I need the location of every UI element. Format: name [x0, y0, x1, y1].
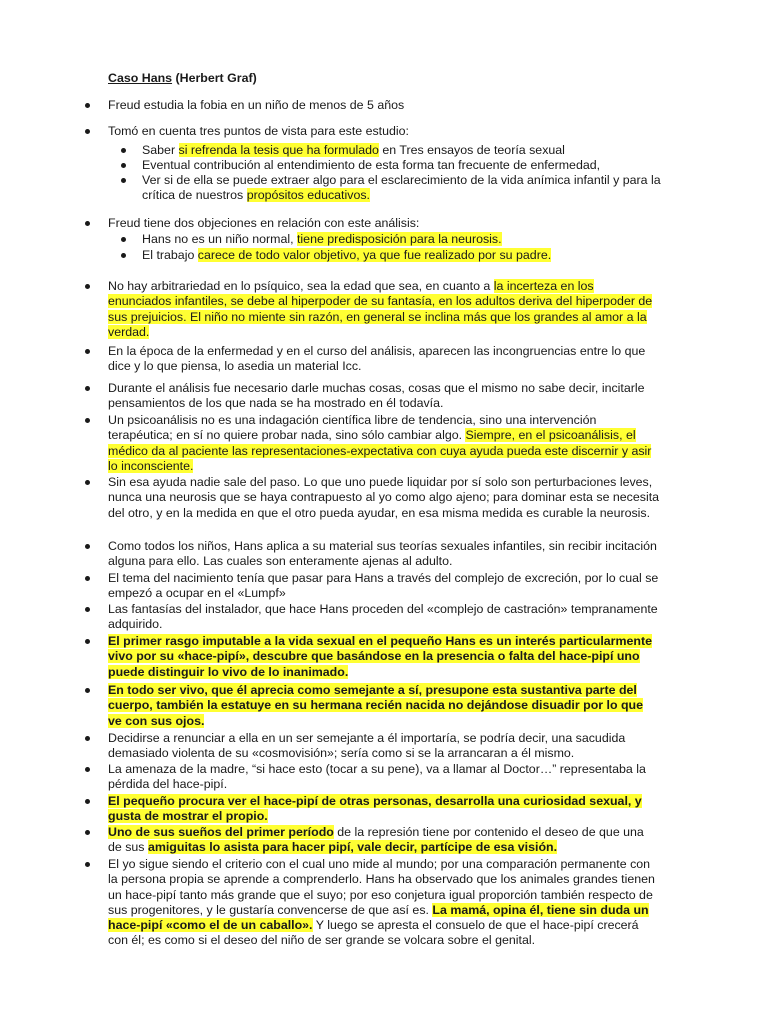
item-text: Tomó en cuenta tres puntos de vista para este estudio: [108, 124, 409, 138]
list-item [108, 539, 660, 570]
list-item [108, 731, 660, 762]
list-item [108, 571, 660, 602]
item-text: El tema del nacimiento tenía que pasar para Hans a través del complejo de excreción, por lo cual se empezó a ocupar en el «Lumpf» [108, 571, 659, 601]
document-title [108, 71, 257, 86]
item-text: Como todos los niños, Hans aplica a su material sus teorías sexuales infantiles, sin recibir incitación alguna para ello. Las cuales son enteramente ajenas al adulto. [108, 539, 657, 569]
list-item [108, 857, 660, 949]
list-item [108, 475, 660, 521]
highlighted-text: tiene predisposición para la neurosis. [296, 232, 502, 246]
list-item [108, 216, 660, 231]
item-text: Sin esa ayuda nadie sale del paso. Lo que uno puede liquidar por sí solo son perturbaciones leves, nunca una neurosis que se haya contrapuesto al yo como algo ajeno; para dominar esta se necesita del otro, y en la medida en que el otro pueda ayudar, en esa misma medida es curable la neurosis. [108, 475, 660, 520]
bullet-dot-icon [121, 178, 126, 183]
list-item [108, 634, 660, 680]
list-item [108, 124, 660, 139]
highlighted-text: si refrenda la tesis que ha formulado [178, 143, 379, 157]
item-text: Las fantasías del instalador, que hace Hans proceden del «complejo de castración» tempranamente adquirido. [108, 602, 658, 632]
item-text: Ver si de ella se puede extraer algo para el esclarecimiento de la vida anímica infantil y para la crítica de nuestros [142, 173, 661, 203]
bullet-dot-icon [121, 148, 126, 153]
list-item [108, 683, 660, 729]
highlighted-text: Siempre, en el psicoanálisis, el médico da al paciente las representaciones-expectativa con cuya ayuda pueda este discernir y asir lo inconsciente. [108, 428, 652, 473]
bullet-dot-icon [121, 163, 126, 168]
bullet-dot-icon [85, 607, 90, 612]
bullet-dot-icon [85, 418, 90, 423]
item-text: Freud estudia la fobia en un niño de menos de 5 años [108, 98, 405, 112]
bullet-dot-icon [121, 237, 126, 242]
title-underlined: Caso Hans [108, 71, 173, 85]
bullet-dot-icon [85, 544, 90, 549]
bullet-dot-icon [85, 799, 90, 804]
sub-list-item [142, 143, 662, 158]
highlighted-text: El pequeño procura ver el hace-pipí de otras personas, desarrolla una curiosidad sexual, y gusta de mostrar el propio. [108, 794, 642, 824]
bullet-dot-icon [85, 767, 90, 772]
bullet-dot-icon [121, 253, 126, 258]
item-text: de la represión tiene por contenido el deseo de que una de sus [108, 825, 644, 855]
bullet-dot-icon [85, 688, 90, 693]
highlighted-text: la incerteza en los enunciados infantiles, se debe al hiperpoder de su fantasía, en los adultos deriva del hiperpoder de sus prejuicios. El niño no miente sin razón, en general se inclina más que los grandes al amor a la verdad. [108, 279, 653, 339]
bullet-dot-icon [85, 221, 90, 226]
bullet-dot-icon [85, 386, 90, 391]
list-item [108, 825, 660, 856]
item-text: Hans no es un niño normal, [142, 232, 297, 246]
item-text: Eventual contribución al entendimiento de esta forma tan frecuente de enfermedad, [142, 158, 601, 172]
item-text: Saber [142, 143, 179, 157]
bullet-dot-icon [85, 103, 90, 108]
item-text: En la época de la enfermedad y en el curso del análisis, aparecen las incongruencias entre lo que dice y lo que piensa, lo asedia un material Icc. [108, 344, 646, 374]
highlighted-text: El primer rasgo imputable a la vida sexual en el pequeño Hans es un interés particularmente vivo por su «hace-pipí», descubre que basándose en la presencia o falta del hace-pipí uno puede distinguir lo vivo de lo inanimado. [108, 634, 652, 679]
sub-list-item [142, 173, 662, 204]
bullet-dot-icon [85, 830, 90, 835]
item-text: en Tres ensayos de teoría sexual [378, 143, 565, 157]
highlighted-text: La mamá, opina él, tiene sin duda un hace-pipí «como el de un caballo». [108, 902, 649, 933]
highlighted-text: Uno de sus sueños del primer período [108, 825, 334, 839]
list-item [108, 98, 660, 113]
item-text: Y luego se apresta el consuelo de que el hace-pipí crecerá con él; es como si el deseo del niño de ser grande se volcara sobre el genital. [108, 918, 639, 948]
item-text: Un psicoanálisis no es una indagación científica libre de tendencia, sino una intervención terapéutica; en sí no quiere probar nada, sino sólo cambiar algo. [108, 413, 597, 443]
title-rest: (Herbert Graf) [172, 71, 257, 85]
list-item [108, 602, 660, 633]
sub-list-item [142, 248, 662, 263]
highlighted-text: En todo ser vivo, que él aprecia como semejante a sí, presupone esta sustantiva parte del cuerpo, también la estatuye en su hermana recién nacida no dejándose disuadir por lo que ve con sus ojos. [108, 683, 644, 728]
sub-list-item [142, 232, 662, 247]
list-item [108, 381, 660, 412]
bullet-dot-icon [85, 349, 90, 354]
bullet-dot-icon [85, 480, 90, 485]
bullet-dot-icon [85, 862, 90, 867]
sub-list-item [142, 158, 662, 173]
item-text: Freud tiene dos objeciones en relación con este análisis: [108, 216, 420, 230]
bullet-dot-icon [85, 736, 90, 741]
item-text: El yo sigue siendo el criterio con el cual uno mide al mundo; por una comparación permanente con la persona propia se aprende a comprenderlo. Hans ha observado que los animales grandes tienen un hace-pipí tanto más grande que el suyo; por eso conjetura igual proporción también respecto de sus progenitores, y le gustaría convencerse de que así es. [108, 857, 655, 917]
item-text: Durante el análisis fue necesario darle muchas cosas, cosas que el mismo no sabe decir, incitarle pensamientos de los que nada se ha mostrado en él todavía. [108, 381, 645, 411]
list-item [108, 413, 660, 474]
list-item [108, 344, 660, 375]
bullet-dot-icon [85, 639, 90, 644]
list-item [108, 762, 660, 793]
bullet-dot-icon [85, 576, 90, 581]
item-text: Decidirse a renunciar a ella en un ser semejante a él importaría, se podría decir, una sacudida demasiado violenta de su «cosmovisión»; sería como si se la arrancaran a él mismo. [108, 731, 626, 761]
item-text: No hay arbitrariedad en lo psíquico, sea la edad que sea, en cuanto a [108, 279, 494, 293]
list-item [108, 279, 660, 340]
list-item [108, 794, 660, 825]
highlighted-text: propósitos educativos. [246, 188, 370, 203]
bullet-dot-icon [85, 129, 90, 134]
bullet-dot-icon [85, 284, 90, 289]
item-text: La amenaza de la madre, “si hace esto (tocar a su pene), va a llamar al Doctor…” representaba la pérdida del hace-pipí. [108, 762, 646, 792]
item-text: El trabajo [142, 248, 198, 262]
highlighted-text: amiguitas lo asista para hacer pipí, vale decir, partícipe de esa visión. [147, 840, 558, 855]
highlighted-text: carece de todo valor objetivo, ya que fue realizado por su padre. [197, 248, 552, 262]
